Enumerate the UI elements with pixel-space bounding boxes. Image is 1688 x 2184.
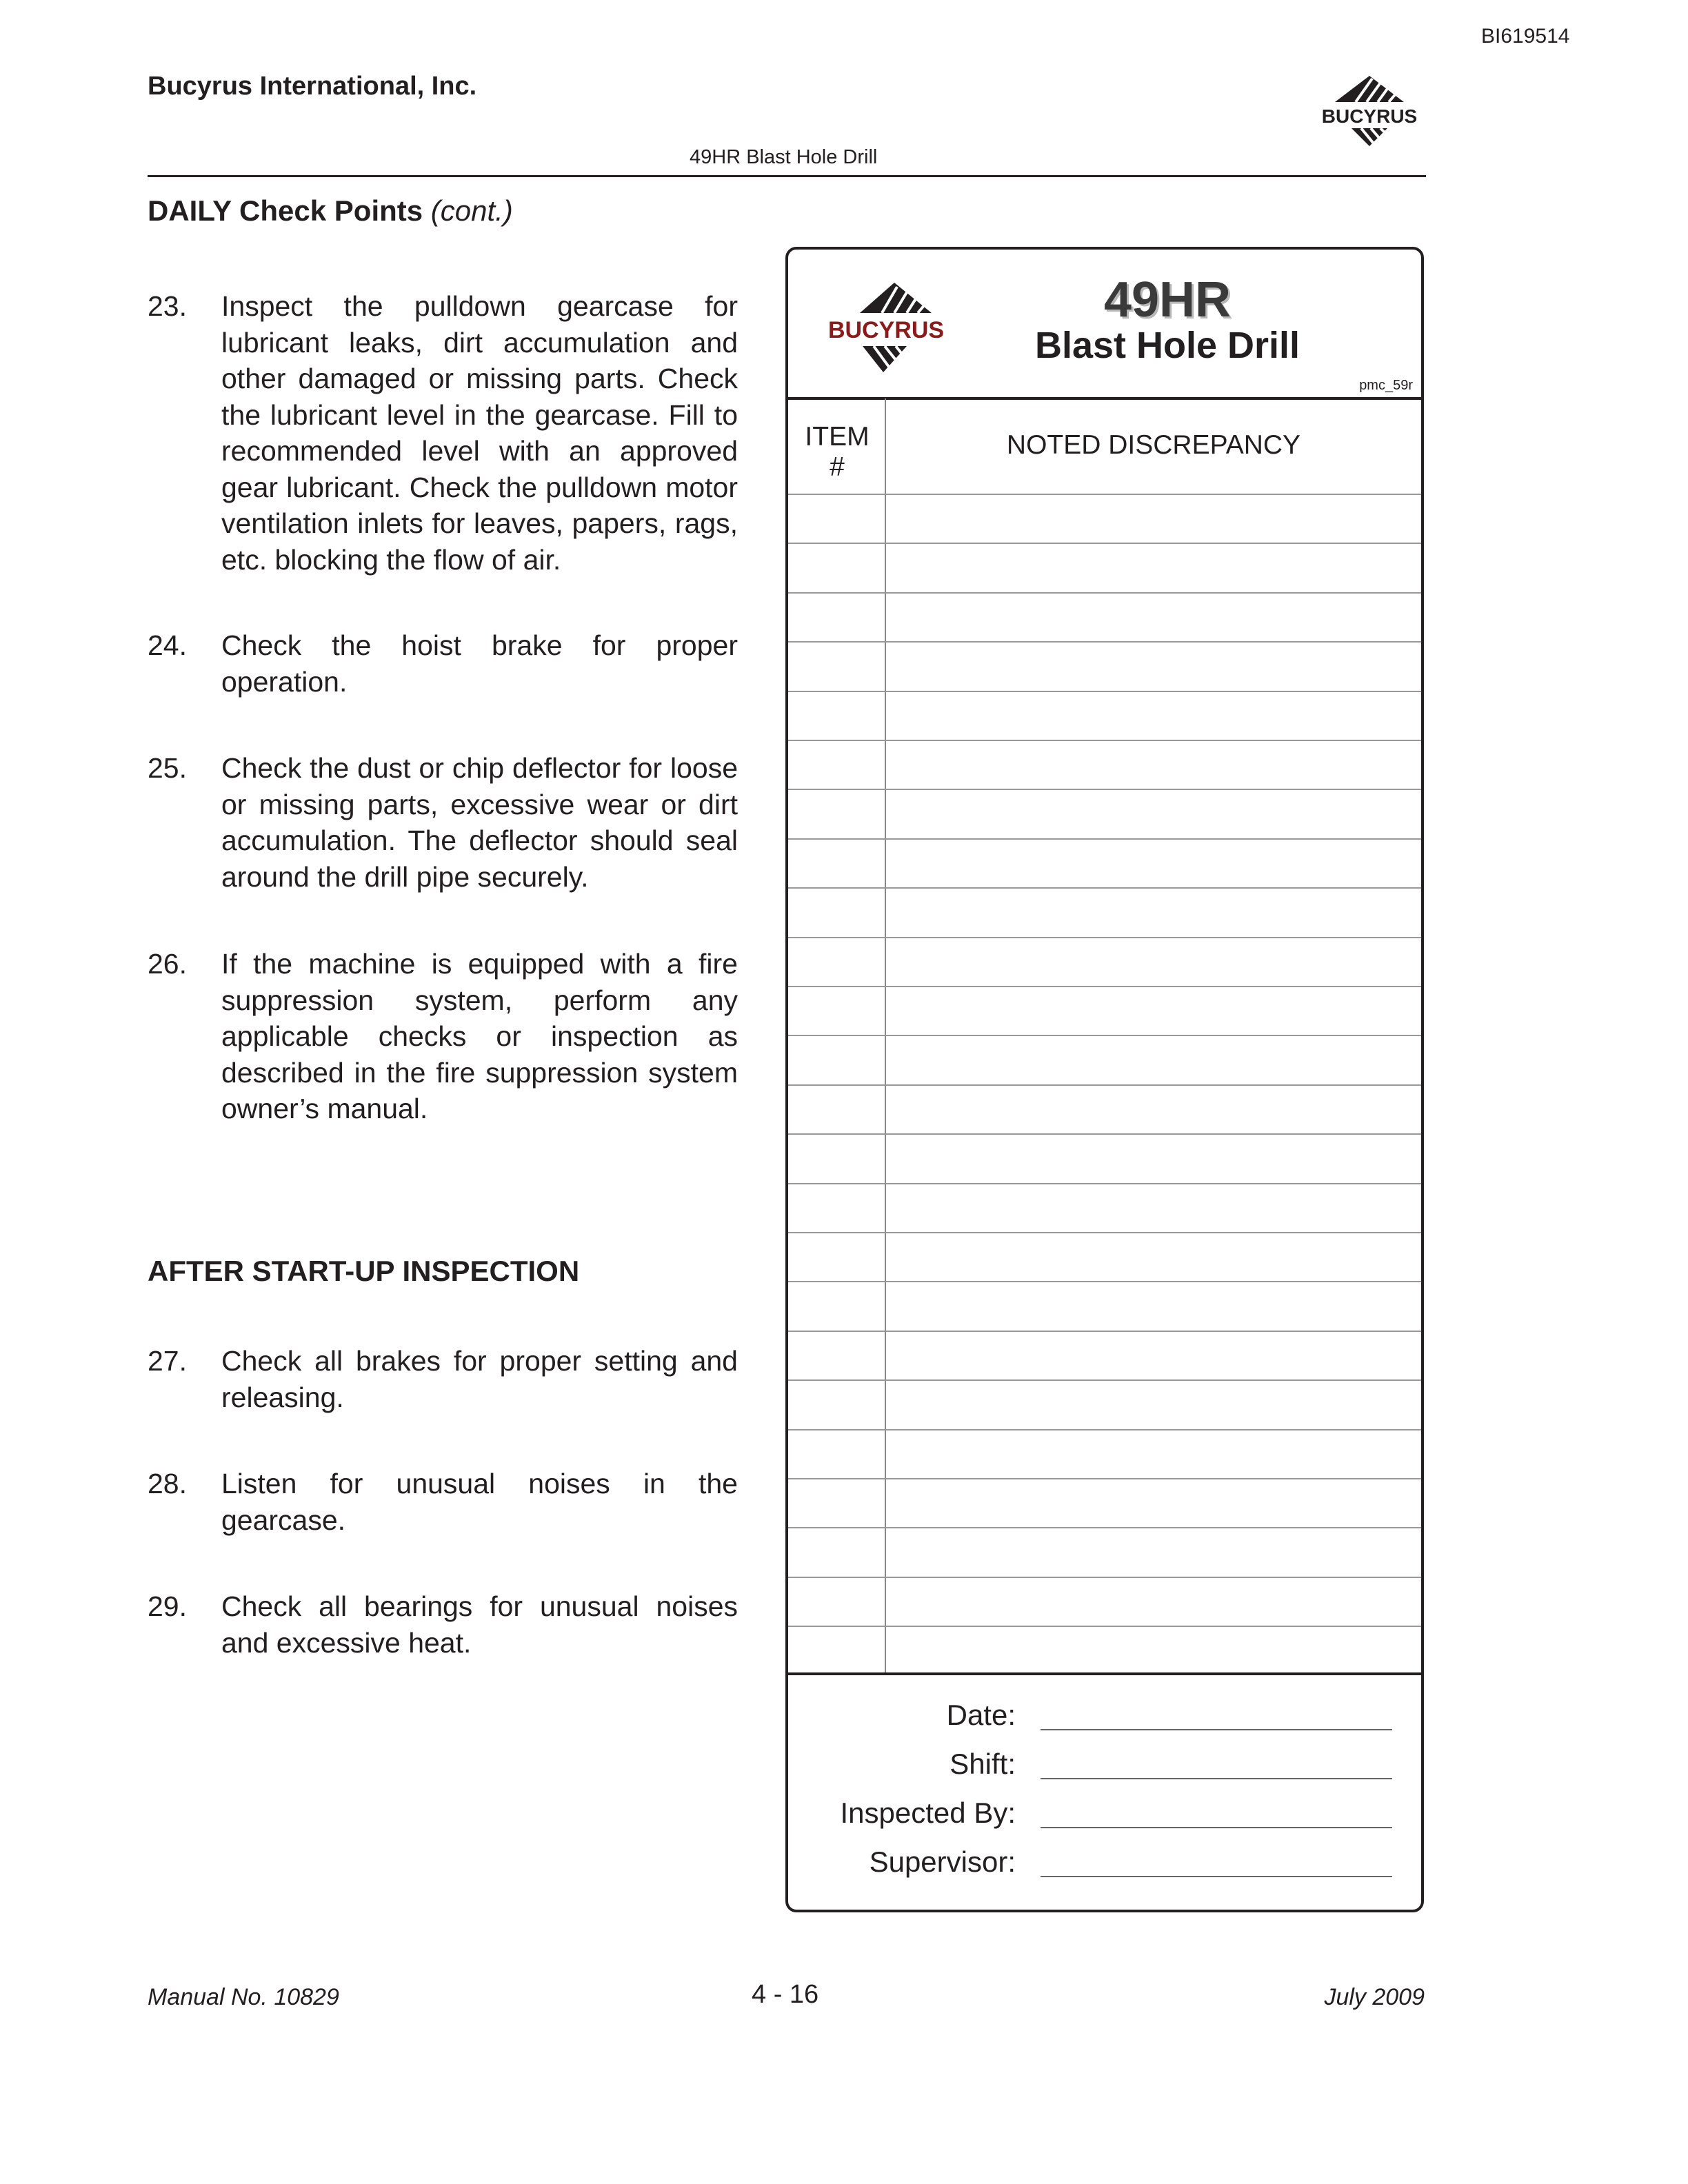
date-field[interactable] <box>1041 1729 1392 1730</box>
card-title: Blast Hole Drill <box>1034 325 1300 366</box>
supervisor-label: Supervisor: <box>869 1846 1016 1878</box>
shift-field[interactable] <box>1041 1778 1392 1779</box>
section-title-daily <box>148 194 513 228</box>
item-number: 25. <box>148 752 187 784</box>
section-title-text: DAILY Check Points <box>148 194 423 227</box>
card-code: pmc_59r <box>1359 378 1413 393</box>
page-subtitle: 49HR Blast Hole Drill <box>690 146 878 168</box>
table-row <box>788 592 1421 594</box>
table-row <box>788 740 1421 741</box>
table-bottom-divider <box>788 1672 1421 1675</box>
item-number: 27. <box>148 1345 187 1377</box>
table-row <box>788 838 1421 840</box>
item-number: 28. <box>148 1468 187 1499</box>
list-item <box>148 627 738 700</box>
footer-date: July 2009 <box>1324 1984 1425 2010</box>
list-item <box>148 288 738 578</box>
column-header-item <box>788 422 886 483</box>
inspected-by-label: Inspected By: <box>840 1797 1016 1829</box>
table-row <box>788 937 1421 938</box>
table-row <box>788 1379 1421 1381</box>
discrepancy-card <box>785 247 1424 1912</box>
item-number: 29. <box>148 1590 187 1622</box>
list-item <box>148 1466 738 1538</box>
list-item <box>148 1588 738 1661</box>
item-number: 23. <box>148 290 187 322</box>
column-header-item-line2: # <box>830 452 845 482</box>
footer-page-number: 4 - 16 <box>752 1980 819 2009</box>
card-logo-text: BUCYRUS <box>827 317 945 343</box>
column-header-discrepancy: NOTED DISCREPANCY <box>1006 430 1301 460</box>
column-divider <box>885 398 886 1674</box>
supervisor-field[interactable] <box>1041 1876 1392 1877</box>
table-row <box>788 1084 1421 1086</box>
table-row <box>788 1478 1421 1479</box>
table-row <box>788 1429 1421 1430</box>
table-row <box>788 641 1421 643</box>
card-model: 49HR <box>1103 272 1232 327</box>
section-title-suffix: (cont.) <box>430 194 513 227</box>
table-row <box>788 887 1421 889</box>
shift-label: Shift: <box>950 1748 1016 1780</box>
table-row <box>788 1331 1421 1332</box>
table-row <box>788 1035 1421 1036</box>
table-row <box>788 1133 1421 1135</box>
item-number: 24. <box>148 629 187 661</box>
list-item <box>148 750 738 895</box>
card-header-divider <box>788 397 1421 400</box>
item-text: Check the dust or chip deflector for loose or missing parts, excessive wear or dirt accumulation. The deflector should seal around the drill pipe securely. <box>221 752 738 893</box>
table-row <box>788 691 1421 692</box>
item-text: Check the hoist brake for proper operation. <box>221 629 738 698</box>
inspected-by-field[interactable] <box>1041 1827 1392 1828</box>
item-text: Listen for unusual noises in the gearcase. <box>221 1468 738 1536</box>
table-row <box>788 1232 1421 1233</box>
header-logo-text: BUCYRUS <box>1321 105 1418 127</box>
table-row <box>788 1626 1421 1627</box>
date-label: Date: <box>946 1699 1016 1731</box>
document-id: BI619514 <box>1481 25 1570 48</box>
item-text: If the machine is equipped with a fire suppression system, perform any applicable checks or inspection as described in the fire suppression system owner’s manual. <box>221 948 738 1124</box>
item-text: Check all brakes for proper setting and releasing. <box>221 1345 738 1413</box>
table-row <box>788 789 1421 790</box>
bucyrus-logo-icon <box>1307 72 1431 152</box>
table-row <box>788 1527 1421 1528</box>
table-row <box>788 494 1421 495</box>
column-header-item-line1: ITEM <box>805 422 870 452</box>
company-name: Bucyrus International, Inc. <box>148 72 477 101</box>
list-item <box>148 946 738 1127</box>
table-row <box>788 1183 1421 1184</box>
table-row <box>788 986 1421 987</box>
section-title-after-startup: AFTER START-UP INSPECTION <box>148 1255 580 1287</box>
table-row <box>788 1281 1421 1282</box>
header-divider <box>148 175 1426 177</box>
footer-manual-number: Manual No. 10829 <box>148 1984 339 2010</box>
item-number: 26. <box>148 948 187 980</box>
list-item <box>148 1343 738 1415</box>
table-row <box>788 543 1421 544</box>
table-row <box>788 1577 1421 1578</box>
item-text: Check all bearings for unusual noises and excessive heat. <box>221 1590 738 1659</box>
item-text: Inspect the pulldown gearcase for lubricant leaks, dirt accumulation and other damaged or missing parts. Check the lubricant level in the gearcase. Fill to recommended level with an approved gear lubricant. Check the pulldown motor ventilation inlets for leaves, papers, rags, etc. blocking the flow of air. <box>221 290 738 576</box>
